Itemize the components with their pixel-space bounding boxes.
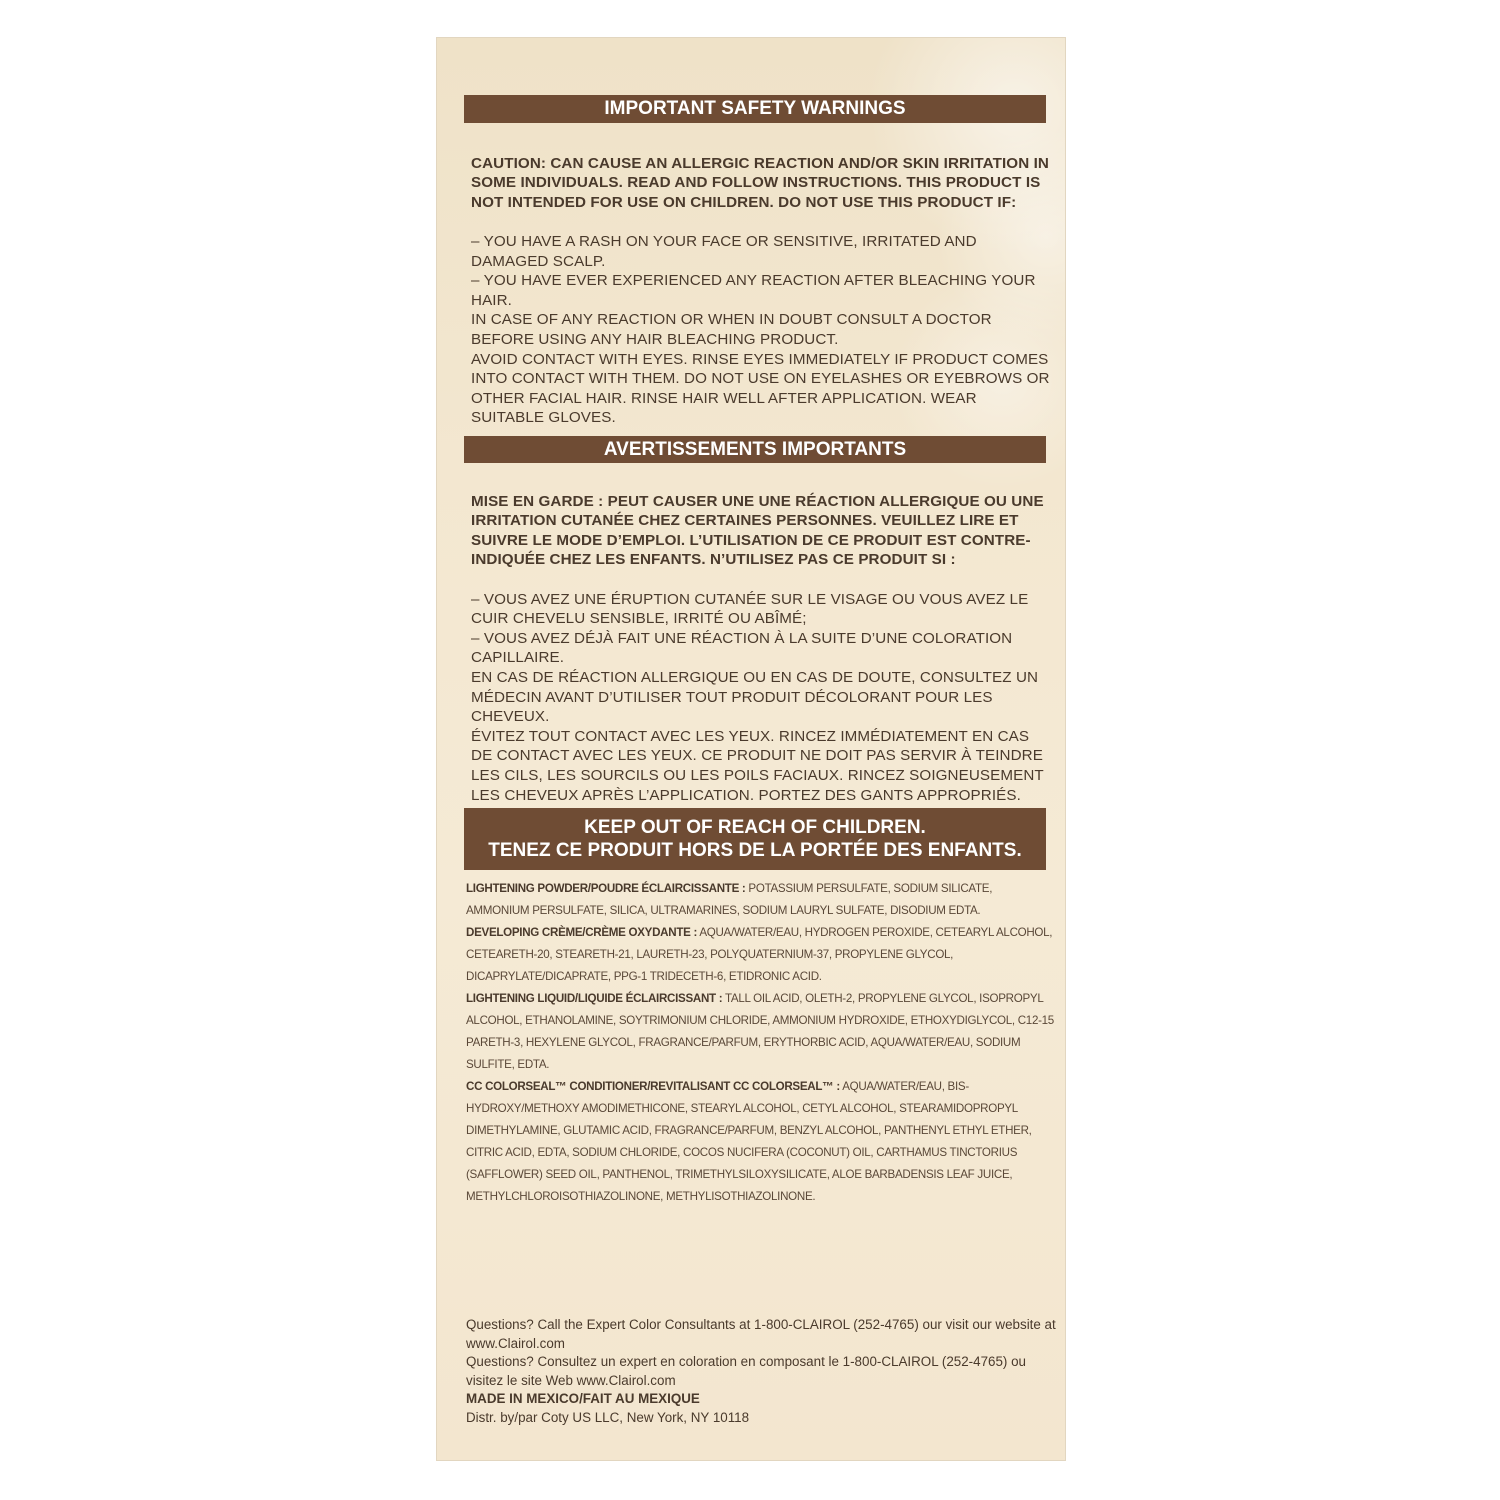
keep-out-of-reach-en: KEEP OUT OF REACH OF CHILDREN. [584, 817, 926, 838]
ingredient-label: LIGHTENING POWDER/POUDRE ÉCLAIRCISSANTE : [466, 882, 746, 895]
ingredients-list [466, 878, 1056, 1208]
caution-text-fr: MISE EN GARDE : PEUT CAUSER UNE UNE RÉACTION ALLERGIQUE OU UNE IRRITATION CUTANÉE CHEZ CERTAINES PERSONNES. VEUILLEZ LIRE ET SUIVRE LE MODE D’EMPLOI. L’UTILISATION DE CE PRODUIT EST CONTRE-INDIQUÉE CHEZ LES ENFANTS. N’UTILISEZ PAS CE PRODUIT SI : [471, 492, 1044, 569]
ingredient-entry [466, 922, 1056, 988]
questions-fr: Questions? Consultez un expert en coloration en composant le 1-800-CLAIROL (252-4765) ou visitez le site Web www.Clairol.com [466, 1354, 1027, 1388]
distributor-label: Distr. by/par Coty US LLC, New York, NY 10118 [466, 1409, 750, 1425]
keep-out-of-reach-fr: TENEZ CE PRODUIT HORS DE LA PORTÉE DES ENFANTS. [488, 840, 1022, 861]
safety-warnings-heading: IMPORTANT SAFETY WARNINGS [464, 95, 1046, 123]
caution-text-en: CAUTION: CAN CAUSE AN ALLERGIC REACTION AND/OR SKIN IRRITATION IN SOME INDIVIDUALS. READ AND FOLLOW INSTRUCTIONS. THIS PRODUCT IS NOT INTENDED FOR USE ON CHILDREN. DO NOT USE THIS PRODUCT IF: [471, 154, 1049, 211]
ingredient-label: DEVELOPING CRÈME/CRÈME OXYDANTE : [466, 926, 698, 939]
safety-warnings-en [471, 134, 1051, 428]
ingredient-label: CC COLORSEAL™ CONDITIONER/REVITALISANT CC COLORSEAL™ : [466, 1080, 840, 1093]
warnings-body-fr: – VOUS AVEZ UNE ÉRUPTION CUTANÉE SUR LE VISAGE OU VOUS AVEZ LE CUIR CHEVELU SENSIBLE, IRRITÉ OU ABÎMÉ; – VOUS AVEZ DÉJÀ FAIT UNE RÉACTION À LA SUITE D’UNE COLORATION CAPILLAIRE. EN CAS DE RÉACTION ALLERGIQUE OU EN CAS DE DOUTE, CONSULTEZ UN MÉDECIN AVANT D’UTILISER TOUT PRODUIT DÉCOLORANT POUR LES CHEVEUX. ÉVITEZ TOUT CONTACT AVEC LES YEUX. RINCEZ IMMÉDIATEMENT EN CAS DE CONTACT AVEC LES YEUX. CE PRODUIT NE DOIT PAS SERVIR À TEINDRE LES CILS, LES SOURCILS OU LES POILS FACIAUX. RINCEZ SOIGNEUSEMENT LES CHEVEUX APRÈS L’APPLICATION. PORTEZ DES GANTS APPROPRIÉS. [471, 590, 1044, 804]
ingredient-text: TALL OIL ACID, OLETH-2, PROPYLENE GLYCOL, ISOPROPYL ALCOHOL, ETHANOLAMINE, SOYTRIMONIUM CHLORIDE, AMMONIUM HYDROXIDE, ETHOXYDIGLYCOL, C12-15 PARETH-3, HEXYLENE GLYCOL, FRAGRANCE/PARFUM, ERYTHORBIC ACID, AQUA/WATER/EAU, SODIUM SULFITE, EDTA. [466, 992, 1054, 1071]
avertissements-heading: AVERTISSEMENTS IMPORTANTS [464, 436, 1046, 463]
safety-warnings-fr [471, 472, 1051, 805]
ingredient-label: LIGHTENING LIQUID/LIQUIDE ÉCLAIRCISSANT : [466, 992, 723, 1005]
ingredient-text: AQUA/WATER/EAU, BIS-HYDROXY/METHOXY AMODIMETHICONE, STEARYL ALCOHOL, CETYL ALCOHOL, STEARAMIDOPROPYL DIMETHYLAMINE, GLUTAMIC ACID, FRAGRANCE/PARFUM, BENZYL ALCOHOL, PANTHENYL ETHYL ETHER, CITRIC ACID, EDTA, SODIUM CHLORIDE, COCOS NUCIFERA (COCONUT) OIL, CARTHAMUS TINCTORIUS (SAFFLOWER) SEED OIL, PANTHENOL, TRIMETHYLSILOXYSILICATE, ALOE BARBADENSIS LEAF JUICE, METHYLCHLOROISOTHIAZOLINONE, METHYLISOTHIAZOLINONE. [466, 1080, 1032, 1203]
keep-out-of-reach-banner [464, 808, 1046, 870]
contact-footer [466, 1316, 1061, 1428]
product-box-back-panel [436, 37, 1066, 1461]
ingredient-entry [466, 988, 1056, 1076]
ingredient-text: AQUA/WATER/EAU, HYDROGEN PEROXIDE, CETEARYL ALCOHOL, CETEARETH-20, STEARETH-21, LAURETH-23, POLYQUATERNIUM-37, PROPYLENE GLYCOL, DICAPRYLATE/DICAPRATE, PPG-1 TRIDECETH-6, ETIDRONIC ACID. [466, 926, 1053, 983]
ingredient-entry [466, 878, 1056, 922]
made-in-label: MADE IN MEXICO/FAIT AU MEXIQUE [466, 1391, 700, 1407]
ingredient-text: POTASSIUM PERSULFATE, SODIUM SILICATE, AMMONIUM PERSULFATE, SILICA, ULTRAMARINES, SODIUM LAURYL SULFATE, DISODIUM EDTA. [466, 882, 993, 917]
ingredient-entry [466, 1076, 1056, 1208]
warnings-body-en: – YOU HAVE A RASH ON YOUR FACE OR SENSITIVE, IRRITATED AND DAMAGED SCALP. – YOU HAVE EVER EXPERIENCED ANY REACTION AFTER BLEACHING YOUR HAIR. IN CASE OF ANY REACTION OR WHEN IN DOUBT CONSULT A DOCTOR BEFORE USING ANY HAIR BLEACHING PRODUCT. AVOID CONTACT WITH EYES. RINSE EYES IMMEDIATELY IF PRODUCT COMES INTO CONTACT WITH THEM. DO NOT USE ON EYELASHES OR EYEBROWS OR OTHER FACIAL HAIR. RINSE HAIR WELL AFTER APPLICATION. WEAR SUITABLE GLOVES. [471, 232, 1050, 427]
questions-en: Questions? Call the Expert Color Consultants at 1-800-CLAIROL (252-4765) our visit our website at www.Clairol.com [466, 1317, 1056, 1351]
